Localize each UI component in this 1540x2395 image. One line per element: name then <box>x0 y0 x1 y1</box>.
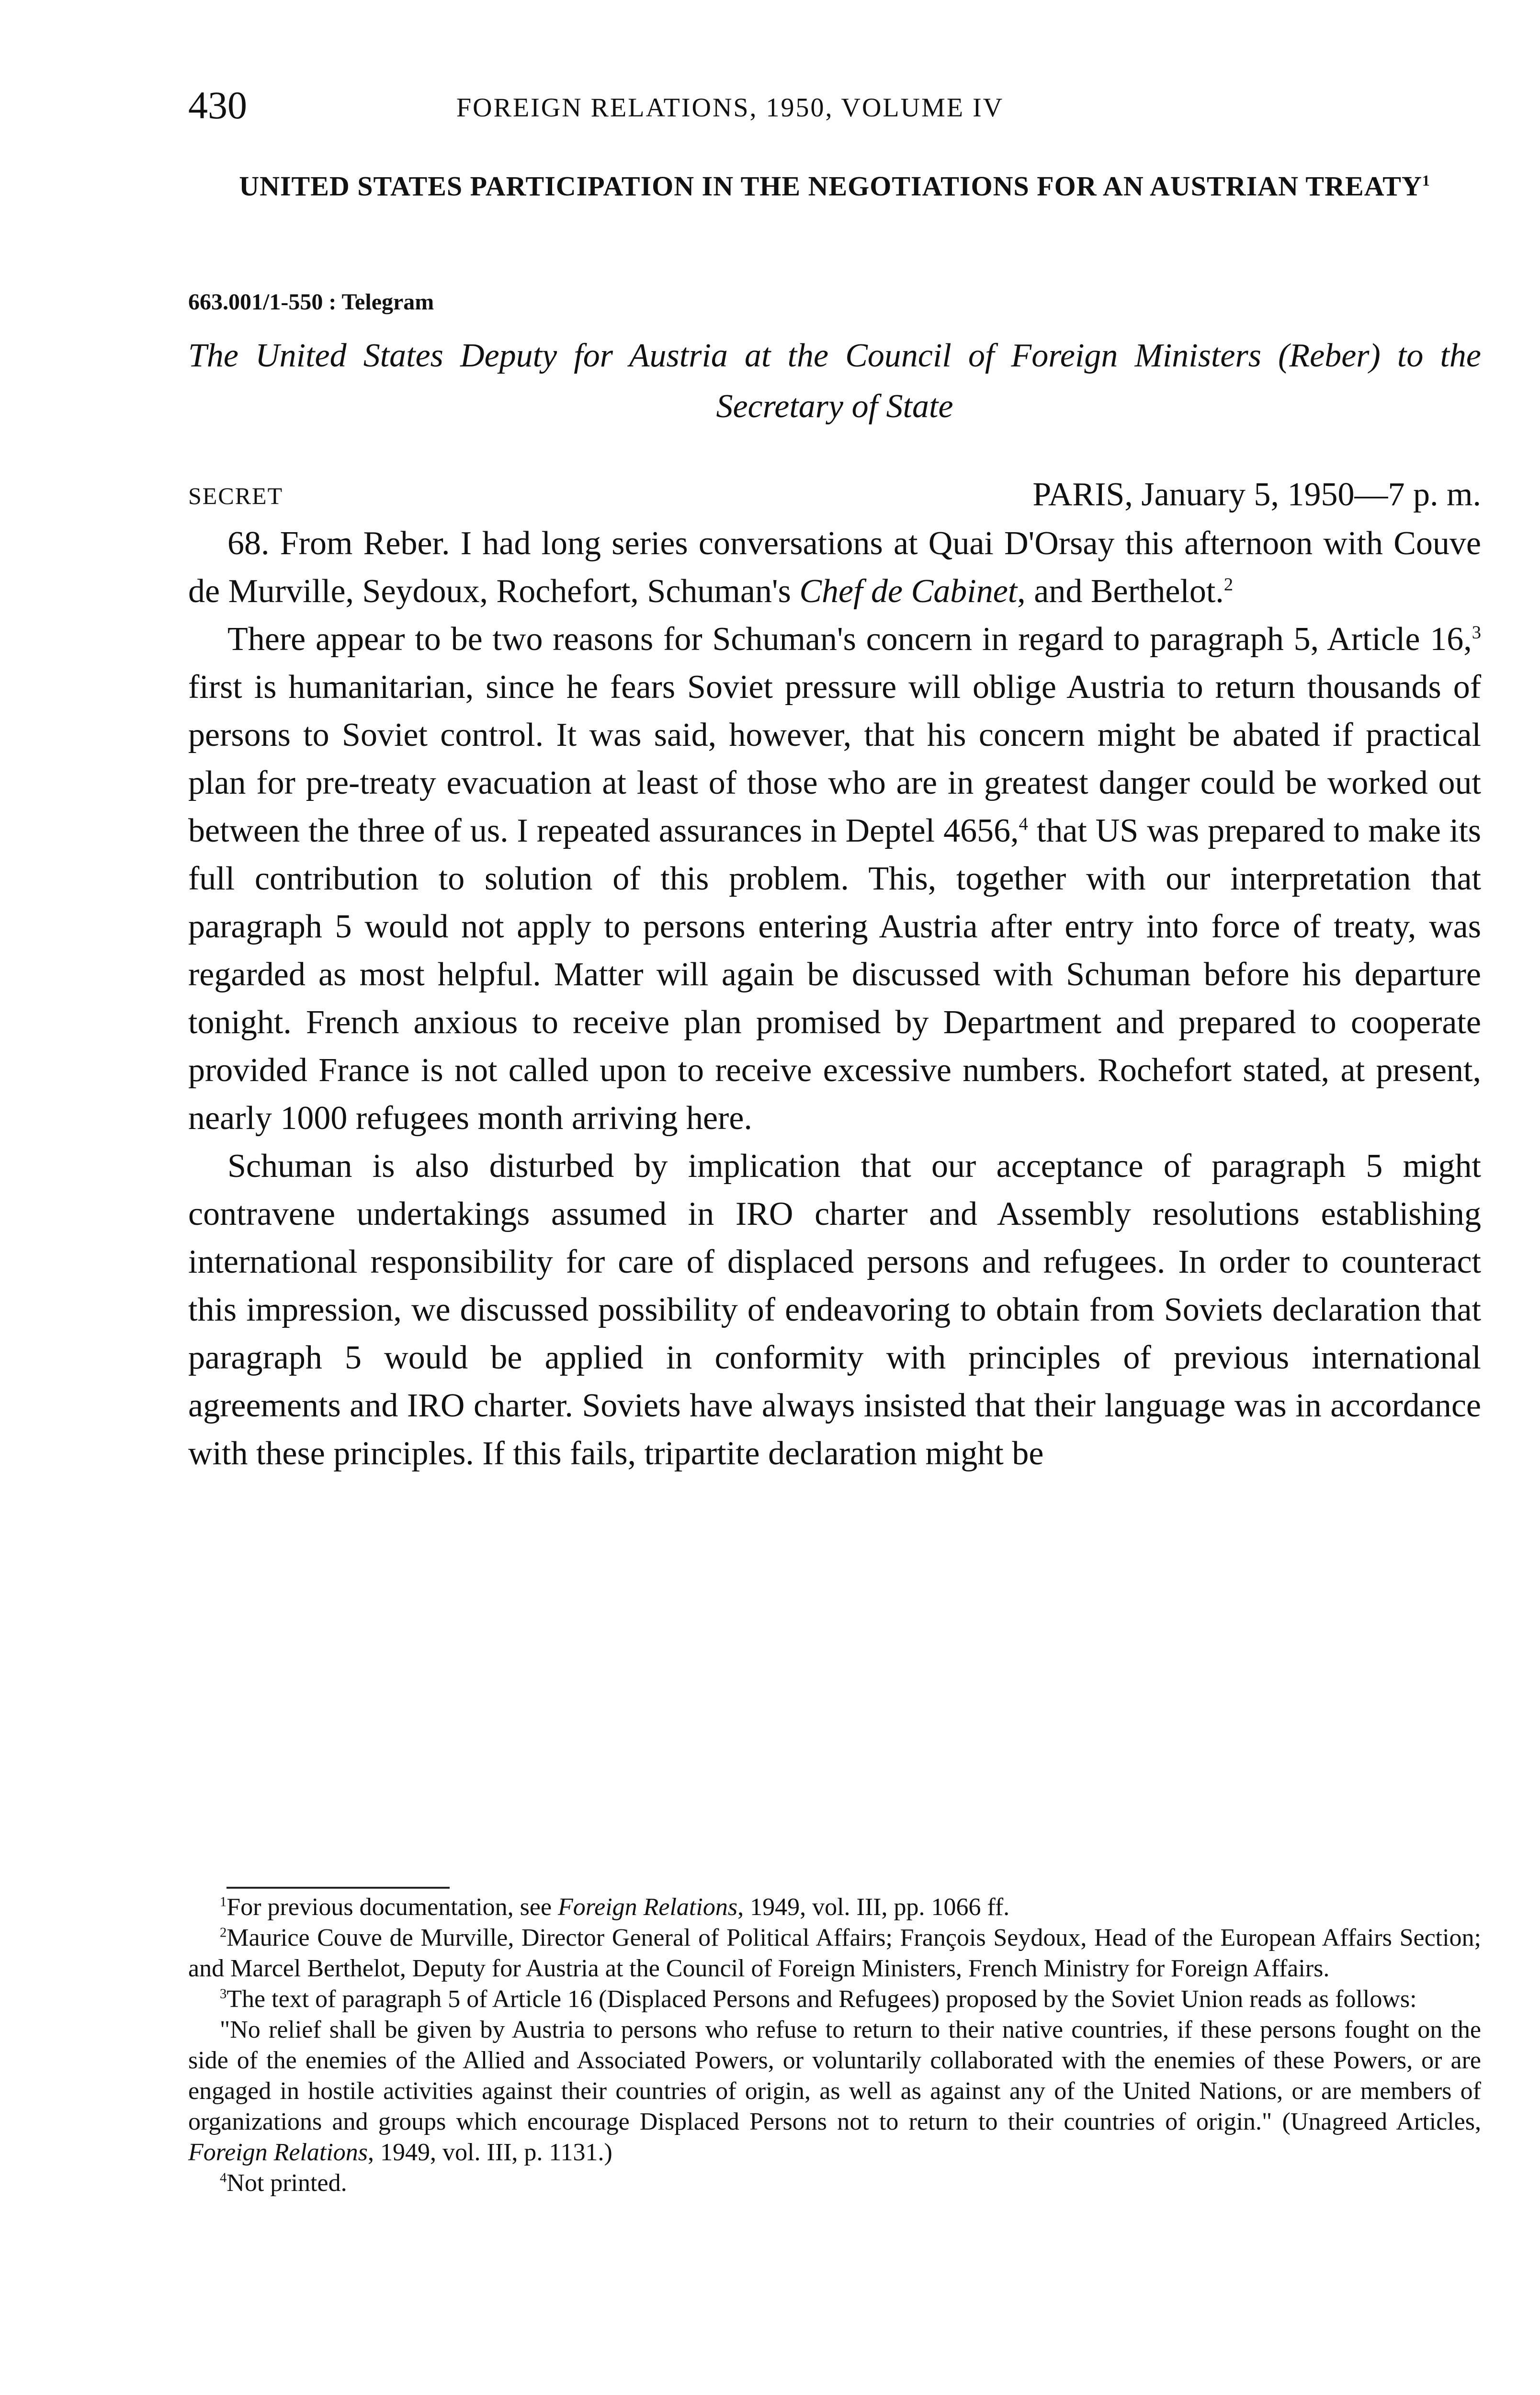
telegram-body <box>188 520 1481 1478</box>
footnote <box>188 1984 1481 2015</box>
section-heading-text: UNITED STATES PARTICIPATION IN THE NEGOTIATIONS FOR AN AUSTRIAN TREATY <box>239 171 1422 202</box>
file-reference: 663.001/1-550 : Telegram <box>188 289 434 315</box>
running-header <box>188 81 1481 134</box>
italic-phrase: Chef de Cabinet <box>799 573 1018 610</box>
footnote-marker: 2 <box>1223 574 1234 595</box>
footnotes <box>188 1892 1481 2199</box>
paragraph <box>188 520 1481 616</box>
footnote <box>188 1892 1481 1923</box>
footnote-marker: 1 <box>220 1894 227 1910</box>
page-number: 430 <box>188 83 247 127</box>
footnote-text: The text of paragraph 5 of Article 16 (Displaced Persons and Refugees) proposed by the Soviet Union reads as follows: <box>226 1985 1417 2013</box>
footnote-text: , 1949, vol. III, pp. 1066 ff. <box>737 1893 1010 1921</box>
footnote-marker: 3 <box>220 1986 227 2002</box>
footnote-marker: 4 <box>220 2170 227 2186</box>
paragraph-text: There appear to be two reasons for Schuman's concern in regard to paragraph 5, Article 16, <box>227 621 1472 658</box>
footnote-divider <box>226 1887 450 1889</box>
footnote-marker: 4 <box>1019 814 1028 834</box>
paragraph <box>188 1142 1481 1478</box>
footnote-text: For previous documentation, see <box>226 1893 558 1921</box>
quotation-text: , 1949, vol. III, p. 1131.) <box>368 2139 612 2166</box>
running-title: FOREIGN RELATIONS, 1950, VOLUME IV <box>456 93 1004 123</box>
italic-phrase: Foreign Relations <box>558 1893 738 1921</box>
footnote-quotation <box>188 2015 1481 2168</box>
section-heading <box>188 165 1481 207</box>
paragraph-text: Schuman is also disturbed by implication that our acceptance of paragraph 5 might contravene undertakings assumed in IRO charter and Assembly resolutions establishing international responsibility for care of displaced persons and refugees. In order to counteract this impression, we discussed possibility of endeavoring to obtain from Soviets declaration that paragraph 5 would be applied in conformity with principles of previous international agreements and IRO charter. Soviets have always insisted that their language was in accordance with these principles. If this fails, tripartite declaration might be <box>188 1148 1481 1472</box>
paragraph-text: , and Berthelot. <box>1017 573 1224 610</box>
paragraph-text: first is humanitarian, since he fears Soviet pressure will oblige Austria to return thousands of persons to Soviet control. It was said, however, that his concern might be abated if practical plan for pre-treaty evacuation at least of those who are in greatest danger could be worked out between the three of us. I repeated assurances in Deptel 4656, <box>188 669 1481 849</box>
dateline: PARIS, January 5, 1950—7 p. m. <box>1032 476 1481 513</box>
footnote-marker: 3 <box>1472 622 1481 643</box>
paragraph-text: that US was prepared to make its full contribution to solution of this problem. This, together with our interpretation that paragraph 5 would not apply to persons entering Austria after entry into force of treaty, was regarded as most helpful. Matter will again be discussed with Schuman before his departure tonight. French anxious to receive plan promised by Department and prepared to cooperate provided France is not called upon to receive excessive numbers. Rochefort stated, at present, nearly 1000 refugees month arriving here. <box>188 812 1482 1137</box>
italic-phrase: Foreign Relations <box>188 2139 368 2166</box>
footnote <box>188 2168 1481 2199</box>
footnote-marker: 1 <box>1422 172 1430 189</box>
paragraph <box>188 616 1481 1142</box>
footnote-marker: 2 <box>220 1925 227 1940</box>
footnote-text: Not printed. <box>226 2169 347 2197</box>
footnote-text: Maurice Couve de Murville, Director General of Political Affairs; François Seydoux, Head of the European Affairs Section; and Marcel Berthelot, Deputy for Austria at the Council of Foreign Ministers, French Ministry for Foreign Affairs. <box>188 1924 1481 1982</box>
document-title: The United States Deputy for Austria at the Council of Foreign Ministers (Reber) to the Secretary of State <box>188 337 1481 425</box>
classification-label: SECRET <box>188 482 283 509</box>
quotation-text: "No relief shall be given by Austria to persons who refuse to return to their native countries, if these persons fought on the side of the enemies of the Allied and Associated Powers, or voluntarily collaborated with the enemies of these Powers, or are engaged in hostile activities against their countries of origin, as well as against any of the United Nations, or are members of organizations and groups which encourage Displaced Persons not to return to their countries of origin." (Unagreed Articles, <box>188 2016 1481 2135</box>
footnote <box>188 1923 1481 1984</box>
paragraph-text: 68. From Reber. I had long series conversations at Quai D'Orsay this afternoon with Couve de Murville, Seydoux, Rochefort, Schuman's <box>188 525 1481 610</box>
